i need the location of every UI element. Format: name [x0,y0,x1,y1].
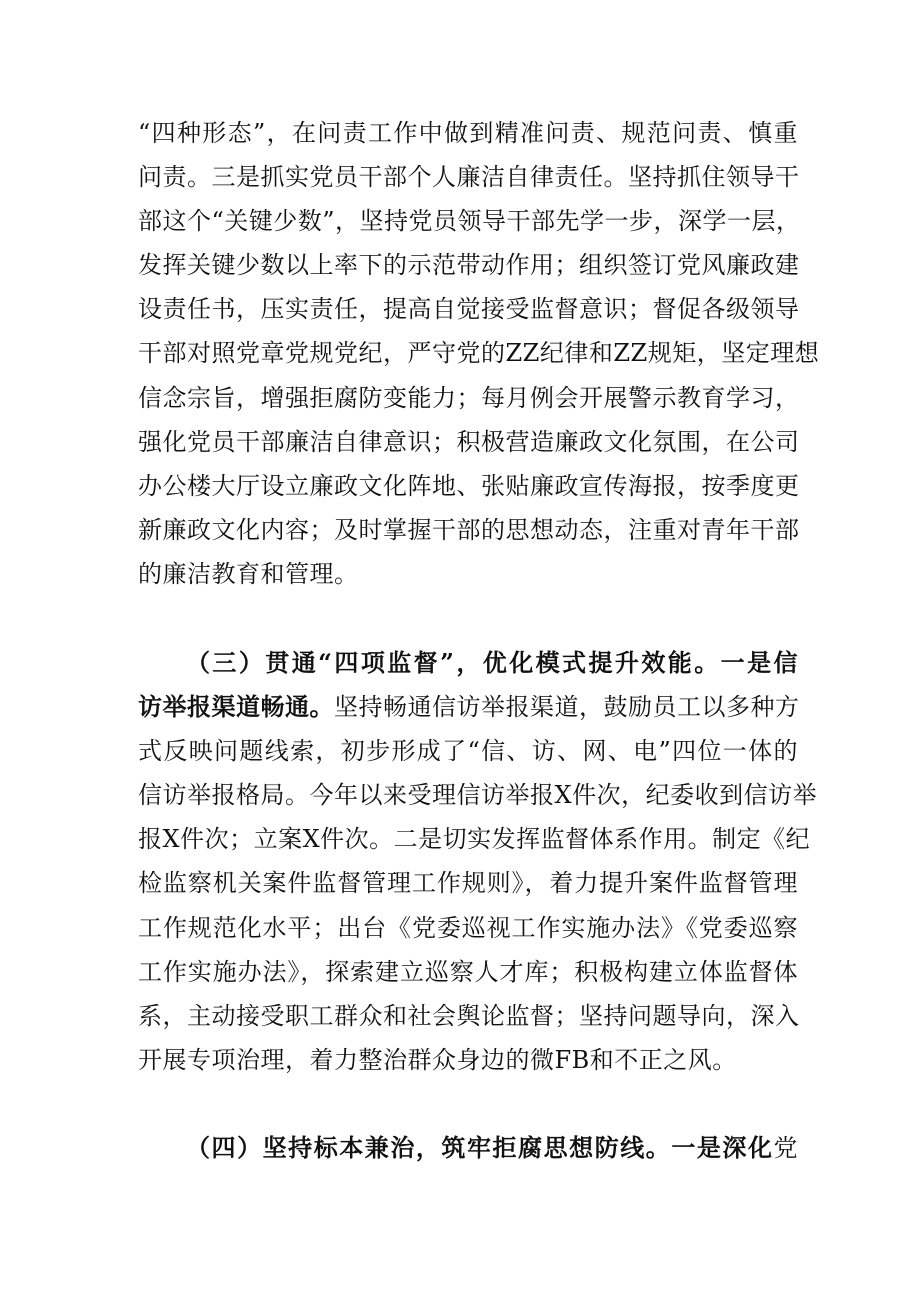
text-line: 系，主动接受职工群众和社会舆论监督；坚持问题导向，深入 [138,1001,800,1030]
paragraph-prevention [138,1126,798,1170]
text-line: 信念宗旨，增强拒腐防变能力；每月例会开展警示教育学习， [138,383,800,412]
section-heading-four: （四）坚持标本兼治，筑牢拒腐思想防线。一是深化 [186,1133,774,1162]
text-line: 工作规范化水平；出台《党委巡视工作实施办法》《党委巡察 [138,913,798,942]
bold-lead-phrase: 访举报渠道畅通。 [138,692,334,722]
paragraph-supervision [138,641,818,1082]
text-line: “四种形态”，在问责工作中做到精准问责、规范问责、慎重 [138,119,798,147]
text-line: 问责。三是抓实党员干部个人廉洁自律责任。坚持抓住领导干 [138,163,800,192]
text-line: 干部对照党章党规党纪，严守党的ZZ纪律和ZZ规矩，坚定理想 [138,339,820,368]
text-line [138,685,798,729]
section-heading-line [138,641,798,685]
text-run: 党 [773,1134,798,1162]
text-line: 报X件次；立案X件次。二是切实发挥监督体系作用。制定《纪 [138,825,811,854]
paragraph-accountability [138,111,820,596]
text-line: 工作实施办法》，探索建立巡察人才库；积极构建立体监督体 [138,957,798,986]
text-line: 的廉洁教育和管理。 [138,559,359,588]
text-line: 强化党员干部廉洁自律意识；积极营造廉政文化氛围，在公司 [138,427,800,456]
text-line: 式反映问题线索，初步形成了“信、访、网、电”四位一体的 [138,737,798,766]
text-line: 办公楼大厅设立廉政文化阵地、张贴廉政宣传海报，按季度更 [138,471,800,500]
text-line: 检监察机关案件监督管理工作规则》，着力提升案件监督管理 [138,869,798,898]
text-line: 信访举报格局。今年以来受理信访举报X件次，纪委收到信访举 [138,781,818,810]
text-line: 设责任书，压实责任，提高自觉接受监督意识；督促各级领导 [138,295,800,324]
text-line: 部这个“关键少数”，坚持党员领导干部先学一步，深学一层， [138,207,801,236]
text-line: 开展专项治理，着力整治群众身边的微FB和不正之风。 [138,1045,737,1074]
text-run: 坚持畅通信访举报渠道，鼓励员工以多种方 [334,693,800,722]
section-heading-line [138,1126,798,1170]
text-line: 新廉政文化内容；及时掌握干部的思想动态，注重对青年干部 [138,515,800,544]
text-line: 发挥关键少数以上率下的示范带动作用；组织签订党风廉政建 [138,251,800,280]
section-heading-three: （三）贯通“四项监督”，优化模式提升效能。一是信 [186,648,798,677]
